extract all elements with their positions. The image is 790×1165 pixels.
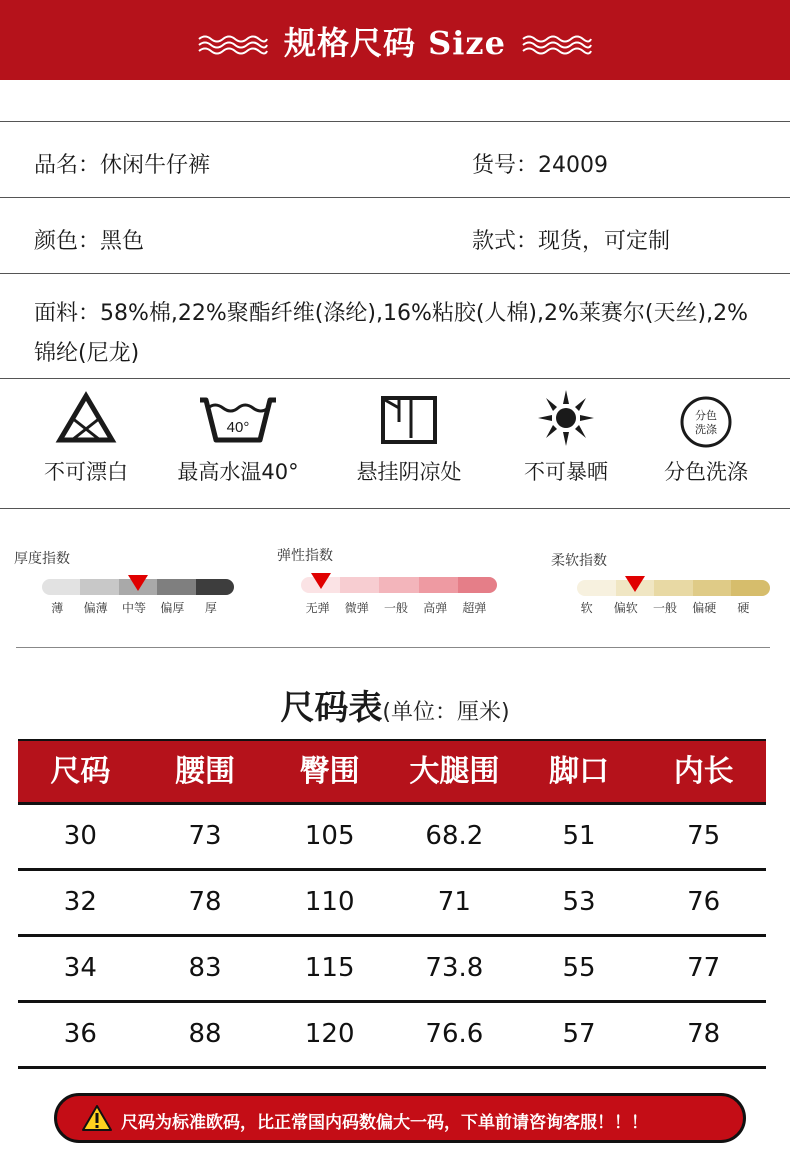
column-header: 尺码 [50,754,111,789]
elasticity-scale-segment [340,577,379,593]
thickness-level-label: 薄 [51,601,64,615]
softness-level-label: 硬 [737,601,750,615]
thickness-selected-marker [128,575,148,591]
thickness-scale-segment [196,579,234,595]
softness-scale-labels [567,599,763,616]
thickness-level-label: 偏厚 [160,601,185,615]
item-number: 货号：24009 [472,153,608,178]
wash-temperature: 40° [226,419,250,436]
column-header: 脚口 [549,754,610,789]
care-label: 不可暴晒 [524,460,608,484]
softness-scale [577,580,770,596]
thickness-scale-segment [42,579,80,595]
table-cell: 78 [687,1019,721,1049]
table-cell: 105 [304,821,355,851]
size-table-unit: (单位：厘米) [382,700,510,725]
softness-scale-segment [693,580,732,596]
wash-40-icon [158,388,318,450]
size-table-heading: 尺码表 [280,688,383,728]
elasticity-scale-labels [298,599,494,616]
elasticity-scale-segment [379,577,418,593]
thickness-level-label: 偏薄 [83,601,108,615]
softness-level-label: 偏硬 [692,601,717,615]
page-title: 规格尺码 Size [284,24,506,62]
softness-scale-segment [731,580,770,596]
table-cell: 83 [188,953,222,983]
table-cell: 30 [63,821,97,851]
divider [0,121,790,122]
table-cell: 88 [188,1019,222,1049]
wash-icon-text-top: 分色 [695,409,717,422]
size-notice [54,1093,746,1143]
thickness-scale-segment [157,579,195,595]
table-cell: 57 [562,1019,596,1049]
table-cell: 51 [562,821,596,851]
care-label: 分色洗涤 [664,460,748,484]
elasticity-level-label: 高弹 [423,601,448,615]
thickness-index-title: 厚度指数 [14,551,70,567]
product-color: 颜色：黑色 [34,229,145,254]
no-bleach-icon [6,388,166,450]
table-row [18,805,766,871]
elasticity-level-label: 微弹 [344,601,369,615]
table-cell: 73 [188,821,222,851]
elasticity-index-title: 弹性指数 [277,548,333,564]
table-cell: 115 [304,953,355,983]
table-cell: 55 [562,953,596,983]
warning-icon [81,1104,113,1132]
wash-separately-icon [626,388,786,450]
care-item-dry-shade [329,388,489,498]
size-table-title [0,680,790,729]
divider [0,273,790,274]
thickness-scale-labels [38,599,230,616]
table-row [18,1003,766,1069]
elasticity-level-label: 超弹 [462,601,487,615]
table-cell: 75 [687,821,721,851]
table-cell: 73.8 [425,953,484,983]
softness-selected-marker [625,576,645,592]
thickness-level-label: 中等 [122,601,147,615]
elasticity-scale-segment [458,577,497,593]
wave-decoration-right-icon [521,34,593,56]
divider [0,378,790,379]
softness-index-title: 柔软指数 [551,553,607,569]
column-header: 内长 [673,754,734,789]
care-item-wash-separately [626,388,786,498]
care-label: 悬挂阴凉处 [356,460,462,484]
table-cell: 77 [687,953,721,983]
wash-icon-text-bottom: 洗涤 [695,423,717,436]
care-label: 不可漂白 [44,460,128,484]
care-label: 最高水温40° [177,460,299,484]
table-cell: 36 [63,1019,97,1049]
column-header: 大腿围 [409,754,500,789]
elasticity-level-label: 一般 [384,601,409,615]
softness-level-label: 偏软 [613,601,638,615]
product-style: 款式：现货，可定制 [472,229,671,254]
softness-scale-segment [577,580,616,596]
divider [0,197,790,198]
table-cell: 34 [63,953,97,983]
dry-in-shade-icon [329,388,489,450]
divider [16,647,770,648]
table-row [18,937,766,1003]
column-header: 臀围 [299,754,360,789]
thickness-scale-segment [80,579,118,595]
table-row [18,871,766,937]
notice-text: 尺码为标准欧码，比正常国内码数偏大一码，下单前请咨询客服！！！ [121,1113,648,1133]
care-item-wash-40 [158,388,318,498]
softness-level-label: 软 [580,601,593,615]
table-cell: 76 [687,887,721,917]
softness-level-label: 一般 [653,601,678,615]
table-cell: 120 [304,1019,355,1049]
table-cell: 32 [63,887,97,917]
table-cell: 68.2 [425,821,484,851]
table-cell: 78 [188,887,222,917]
table-cell: 76.6 [425,1019,484,1049]
no-sun-icon [486,388,646,450]
elasticity-level-label: 无弹 [305,601,330,615]
elasticity-selected-marker [311,573,331,589]
table-cell: 71 [437,887,471,917]
table-cell: 53 [562,887,596,917]
thickness-level-label: 厚 [204,601,217,615]
table-cell: 110 [304,887,355,917]
fabric-composition: 面料：58%棉,22%聚酯纤维(涤纶),16%粘胶(人棉),2%莱赛尔(天丝),2%锦纶(尼龙) [34,301,748,366]
column-header: 腰围 [175,754,235,789]
softness-scale-segment [654,580,693,596]
care-item-no-sun [486,388,646,498]
care-item-no-bleach [6,388,166,498]
elasticity-scale-segment [419,577,458,593]
divider [0,508,790,509]
size-table-header [18,739,766,805]
product-name: 品名：休闲牛仔裤 [34,153,211,178]
